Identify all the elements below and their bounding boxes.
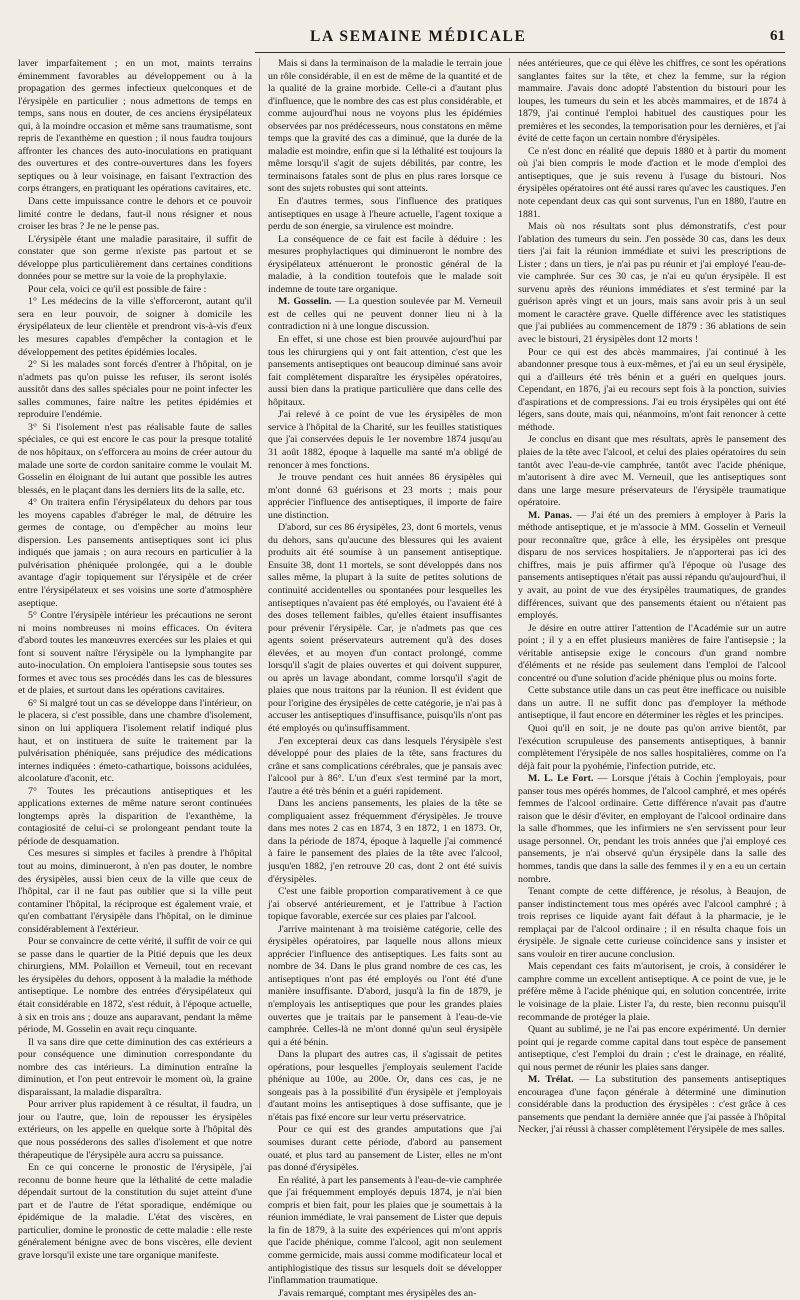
paragraph	[268, 886, 502, 924]
paragraph	[268, 409, 502, 472]
paragraph	[18, 786, 252, 849]
paragraph	[518, 886, 786, 961]
paragraph-text: 5° Contre l'érysipèle intérieur les précautions ne seront ni moins nombreuses ni moins efficaces. On évitera d'abord toutes les manœuvres exercées sur les plaies et qui font si souvent naître l'érysipèle ou la lymphangite par auto-inoculation. On emploiera l'antisepsie sous toutes ses formes et avec tous ses procédés dans les cas de blessures et de plaies, et surtout dans les opérations cavitaires.	[18, 610, 252, 697]
paragraph	[268, 58, 502, 196]
paragraph-text: Je conclus en disant que mes résultats, après le pansement des plaies de la tête avec l'alcool, et celui des plaies opératoires du sein tantôt avec l'eau-de-vie camphrée, tantôt avec l'acide phénique, m'autorisent à dire avec M. Verneuil, que les antiseptiques sont dans une large mesure préservateurs de l'érysipèle traumatique opératoire.	[518, 434, 786, 509]
paragraph-text: J'ai relevé à ce point de vue les érysipèles de mon service à l'hôpital de la Charité, sur les feuilles statistiques que j'ai conservées depuis le 1er novembre 1874 jusqu'au 31 août 1882, époque à laquelle ma santé m'a obligé de renoncer à mes fonctions.	[268, 409, 502, 471]
paragraph-text: Mais où nos résultats sont plus démonstratifs, c'est pour l'ablation des tumeurs du sein. J'en possède 30 cas, dans les deux tiers j'ai fait la réunion immédiate et suivi les prescriptions de Lister ; dans un tiers, je n'ai pas pu réunir et j'ai employé l'eau-de-vie camphrée. Sur ces 30 cas, je n'ai eu qu'un érysipèle. Il est survenu après des réunions immédiates et s'est terminé par la guérison après vingt et un jours, mais sans avoir pris à un seul moment le caractère grave. Quelle différence avec les statistiques que j'ai publiées au commencement de 1879 : 36 ablations de sein avec le bistouri, 21 érysipèles dont 12 morts !	[518, 221, 786, 346]
paragraph	[18, 284, 252, 297]
paragraph	[18, 1037, 252, 1100]
page-number: 61	[770, 28, 785, 44]
paragraph-text: — Lorsque j'étais à Cochin j'employais, pour panser tous mes opérés hommes, de l'alcool camphré, et mes opérés femmes de l'alcool ordinaire. Cette différence n'avait pas d'autre raison que le désir d'éviter, en employant de l'alcool ordinaire dans la salle d'hommes, que les infirmiers ne s'en servissent pour leur usage personnel. Or, pendant les trois années que j'ai employé ces pansements, je n'ai observé qu'un érysipèle dans la salle des hommes, tandis que dans la salle des femmes il y en a eu un certain nombre.	[518, 773, 786, 885]
paragraph-text: J'en excepterai deux cas dans lesquels l'érysipèle s'est développé pour des plaies de la tête, sans fractures du crâne et sans complications cérébrales, que je pansais avec l'alcool pur à 86°. L'un d'eux s'est terminé par la mort, l'autre a été très bénin et a guéri rapidement.	[268, 735, 502, 797]
column-divider	[509, 58, 510, 1108]
paragraph	[268, 1288, 502, 1300]
paragraph-text: Tenant compte de cette différence, je résolus, à Beaujon, de panser indistinctement tous mes opérés avec l'alcool camphré ; à trois reprises ce liquide ayant fait défaut à la pharmacie, je le remplaçai par de l'alcool ordinaire ; il en résulta chaque fois un érysipèle. Je signale cette curieuse coïncidence sans y insister et sans vouloir en tirer aucune conclusion.	[518, 886, 786, 960]
paragraph-text: Mais si dans la terminaison de la maladie le terrain joue un rôle considérable, il en est de même de la quantité et de la qualité de la graine morbide. Celle-ci a d'autant plus d'influence, que le nombre des cas est plus considérable, et comme aujourd'hui nous ne voyons plus les épidémies observées par nos prédécesseurs, nous constatons en même temps que la gravité des cas a diminué, que la durée de la maladie est moindre, enfin que si la léthalité est toujours la même lorsqu'il s'agit de sujets débilités, par contre, les terminaisons fatales sont de plus en plus rares lorsque ce sont des sujets robustes qui sont atteints.	[268, 58, 502, 195]
paragraph	[268, 1124, 502, 1174]
paragraph	[518, 961, 786, 1024]
paragraph-text: L'érysipèle étant une maladie parasitaire, il suffit de constater que son germe n'existe pas partout et se développe plus particulièrement dans certaines conditions données pour se mettre sur la voie de la prophylaxie.	[18, 233, 252, 283]
paragraph-text: Il va sans dire que cette diminution des cas extérieurs a pour conséquence une diminution correspondante du nombre des cas intérieurs. La diminution entraîne la diminution, et l'on peut entrevoir le moment où, la graine disparaissant, la maladie disparaîtra.	[18, 1036, 252, 1098]
paragraph	[18, 610, 252, 698]
paragraph	[518, 221, 786, 346]
paragraph-text: Ces mesures si simples et faciles à prendre à l'hôpital tout au moins, diminueront, à n'en pas douter, le nombre des érysipèles, aussi bien ceux de la ville que ceux de l'hôpital, car il ne faut pas oublier que si la ville peut contaminer l'hôpital, la réciproque est également vraie, et qu'en combattant l'érysipèle dans l'hôpital, on le diminue considérablement à l'extérieur.	[18, 848, 252, 935]
paragraph-text: En effet, si une chose est bien prouvée aujourd'hui par tous les chirurgiens qui y ont fait attention, c'est que les pansements antiseptiques ont beaucoup diminué sans avoir fait complètement disparaître les érysipèles opératoires, aussi bien dans la pratique particulière que dans celle des hôpitaux.	[268, 334, 502, 408]
paragraph-text: La conséquence de ce fait est facile à déduire : les mesures prophylactiques qui diminueront le nombre des érysipélateux atténueront le pronostic général de la maladie, à la condition toutefois que le malade soit indemne de toute tare organique.	[268, 233, 502, 295]
text-column-1	[18, 58, 252, 1261]
speaker-name: M. Gosselin.	[278, 296, 332, 308]
paragraph-text: Mais cependant ces faits m'autorisent, je crois, à considérer le camphre comme un excellent antiseptique. A ce point de vue, je le préfère même à l'acide phénique qui, en solution concentrée, irrite le voisinage de la plaie. Lister l'a, du reste, bien reconnu puisqu'il recommande de protéger la plaie.	[518, 961, 786, 1023]
paragraph-text: Quoi qu'il en soit, je ne doute pas qu'on arrive bientôt, par l'exécution scrupuleuse des pansements antiseptiques, à bannir complètement l'érysipèle de nos salles hospitalières, comme on l'a déjà fait pour la pyohémie, l'infection putride, etc.	[518, 722, 786, 772]
paragraph	[18, 58, 252, 196]
paragraph-text: — J'ai été un des premiers à employer à Paris la méthode antiseptique, et je m'associe à MM. Gosselin et Verneuil pour reconnaître que, grâce à elle, les érysipèles ont presque disparu de nos services hospitaliers. Je n'apporterai pas ici des chiffres, mais je puis affirmer qu'à l'époque où l'usage des pansements antiseptiques n'était pas aussi répandu qu'aujourd'hui, il y avait, au point de vue des érysipèles traumatiques, de grandes différences, suivant que des pansements étaient ou n'étaient pas employés.	[518, 509, 787, 622]
paragraph	[268, 736, 502, 799]
paragraph	[518, 146, 786, 221]
paragraph	[18, 234, 252, 284]
column-divider	[259, 58, 260, 1108]
paragraph	[518, 623, 786, 686]
text-column-2	[268, 58, 502, 1299]
paragraph-text: nées antérieures, que ce qui élève les chiffres, ce sont les opérations sanglantes faites sur la tête, et chez la femme, sur la région mammaire. J'avais donc adopté l'abstention du bistouri pour les loupes, les tumeurs du sein et les abcès mammaires, et de 1874 à 1879, j'ai continué l'emploi habituel des caustiques pour les premières et les secondes, la temporisation pour les dernières, et j'ai évité de cette façon un certain nombre d'érysipèles.	[518, 58, 786, 145]
paragraph-text: 7° Toutes les précautions antiseptiques et les applications externes de même nature seront continuées longtemps après la disparition de l'exanthème, la contagiosité de celui-ci se prolongeant pendant toute la période de desquamation.	[18, 785, 252, 847]
paragraph	[518, 1024, 786, 1074]
paragraph-text: J'arrive maintenant à ma troisième catégorie, celle des érysipèles opératoires, par laquelle nous allons mieux apprécier l'influence des antiseptiques. Les faits sont au nombre de 34. Dans le plus grand nombre de ces cas, les antiseptiques n'ont pas été employés ou l'ont été d'une manière insuffisante. D'abord, jusqu'à la fin de 1879, je n'employais les antiseptiques que pour les grandes plaies ouvertes que je traitais par le pansement à l'eau-de-vie camphrée. Celles-là ne m'ont donné qu'un seul érysipèle qui a été bénin.	[268, 923, 502, 1048]
paragraph	[18, 296, 252, 359]
paragraph-text: Je désire en outre attirer l'attention de l'Académie sur un autre point ; il y a en effet plusieurs manières de faire l'antisepsie ; la véritable antisepsie exige le concours d'un grand nombre d'éléments et ne réside pas seulement dans l'emploi de l'alcool concentré ou d'une solution d'acide phénique plus ou moins forte.	[518, 622, 786, 684]
paragraph	[518, 1074, 786, 1137]
paragraph	[268, 472, 502, 522]
paragraph-text: Dans la plupart des autres cas, il s'agissait de petites opérations, pour lesquelles j'employais seulement l'acide phénique au 100e, au 200e. Or, dans ces cas, je ne songeais pas à la possibilité d'un érysipèle et j'employais d'autant moins les antiseptiques à dose suffisante, que je n'étais pas fixé encore sur leur vertu préservatrice.	[268, 1049, 502, 1123]
paragraph-text: Quant au sublimé, je ne l'ai pas encore expérimenté. Un dernier point qui je regarde comme capital dans tout espèce de pansement antiseptique, c'est l'emploi du drain ; c'est le drainage, en réalité, qui nous permet de réunir les plaies sans danger.	[518, 1024, 786, 1073]
paragraph	[518, 347, 786, 435]
paragraph	[18, 422, 252, 497]
paragraph	[268, 234, 502, 297]
paragraph	[268, 924, 502, 1049]
paragraph	[18, 196, 252, 234]
paragraph	[518, 510, 786, 623]
paragraph	[18, 698, 252, 786]
paragraph-text: Pour se convaincre de cette vérité, il suffit de voir ce qui se passe dans le quartier de la Pitié depuis que les deux chirurgiens, MM. Polaillon et Verneuil, tout en recevant les érysipèles du dehors, opposent à la maladie la méthode antiseptique. Le nombre des entrées d'érysipélateux qui était considérable en 1872, s'est réduit, à l'époque actuelle, à six en trois ans ; douze ans auparavant, pendant la même période, M. Gosselin en avait reçu cinquante.	[18, 936, 252, 1036]
paragraph	[268, 1175, 502, 1288]
paragraph-text: laver imparfaitement ; en un mot, maints terrains éminemment favorables au développement ou à la propagation des germes infectieux quelconques et de l'érysipèle en particulier ; nous admettons de temps en temps, sans nous en douter, de ces anciens érysipélateux qui, à la moindre occasion et même sans traumatisme, sont repris de l'exanthème en question ; il nous faudra toujours affronter les chances des auto-inoculations en pratiquant des ouvertures et des contre-ouvertures dans les foyers septiques ou à leur voisinage, en faisant l'extraction des corps étrangers, en pratiquant les opérations cavitaires, etc.	[18, 58, 252, 195]
paragraph-text: En réalité, à part les pansements à l'eau-de-vie camphrée que j'ai fréquemment employés depuis 1874, je n'ai bien compris et bien fait, pour les plaies que je soumettais à la réunion immédiate, le vrai pansement de Lister que depuis la fin de 1879, à la suite des expériences qui m'ont appris que l'acide phénique, comme l'alcool, agit non seulement comme germicide, mais aussi comme modificateur local et antiphlogistique des tissus sur lesquels doit se développer l'inflammation traumatique.	[268, 1174, 502, 1287]
paragraph-text: 4° On traitera enfin l'érysipélateux du dehors par tous les moyens capables d'abréger le mal, de détruire les germes de contage, ou d'empêcher au moins leur dispersion. Les pansements antiseptiques sont ici plus indiqués que jamais ; on aura recours en particulier à la pulvérisation phéniquée prolongée, qui a le double avantage d'agir topiquement sur l'érysipèle et de créer entre l'érysipélateux et ses voisins une sorte d'atmosphère aseptique.	[18, 497, 252, 609]
paragraph-text: Pour ce qui est des abcès mammaires, j'ai continué à les abandonner presque tous à eux-mêmes, et j'ai eu un seul érysipèle, qui a d'ailleurs été très bénin et a guéri en quelques jours. Cependant, en 1876, j'ai eu recours sept fois à la ponction, suivies d'aspirations et de compressions. J'ai eu trois érysipèles qui ont été légers, sans doute, mais qui, néanmoins, m'ont fait renoncer à cette méthode.	[518, 346, 786, 433]
paragraph	[518, 434, 786, 509]
paragraph-text: Je trouve pendant ces huit années 86 érysipèles qui m'ont donné 63 guérisons et 23 morts ; mais pour apprécier l'influence des antiseptiques, il importe de faire une distinction.	[268, 472, 502, 521]
paragraph-text: — La substitution des pansements antiseptiques encouragea d'une façon générale à déterminé une diminution considérable dans la production des érysipèles : c'est grâce à ces pansements que pendant la dernière année que j'ai passée à l'hôpital Necker, j'ai réussi à chasser complètement l'érysipèle de mes salles.	[518, 1074, 786, 1136]
paragraph	[268, 522, 502, 735]
paragraph-text: En ce qui concerne le pronostic de l'érysipèle, j'ai reconnu de bonne heure que la léthalité de cette maladie dépendait surtout de la constitution du sujet atteint d'une part et de l'autre de l'état sporadique, endémique ou épidémique de la maladie. L'état des viscères, en particulier, domine le pronostic de cette maladie : elle reste généralement bénigne avec de bons viscères, elle devient grave lorsqu'il existe une tare organique manifeste.	[18, 1162, 252, 1261]
paragraph	[518, 685, 786, 723]
paragraph-text: En d'autres termes, sous l'influence des pratiques antiseptiques en usage à l'heure actuelle, l'agent toxique a perdu de son énergie, sa virulence est moindre.	[268, 196, 502, 233]
paragraph-text: — La question soulevée par M. Verneuil est de celles qui ne peuvent donner lieu ni à la contradiction ni à une longue discussion.	[268, 296, 502, 333]
header-rule	[255, 52, 785, 53]
paragraph-text: Pour arriver plus rapidement à ce résultat, il faudra, un jour ou l'autre, que, loin de repousser les érysipèles extérieurs, on les appelle en quelque sorte à l'hôpital dès que nous posséderons des salles d'isolement et que notre thérapeutique de l'érysipèle aura accru sa puissance.	[18, 1099, 252, 1161]
paragraph	[518, 723, 786, 773]
paragraph-text: 2° Si les malades sont forcés d'entrer à l'hôpital, on je n'admets pas qu'on puisse les refuser, ils seront isolés aussitôt dans des salles spéciales pour ne point infecter les salles communes, faire naître les petites épidémies et reproduire l'endémie.	[18, 359, 252, 421]
paragraph-text: Cette substance utile dans un cas peut être inefficace ou nuisible dans un autre. Il ne suffit donc pas d'employer la méthode antiseptique, il faut encore en déterminer les règles et les principes.	[518, 685, 786, 722]
paragraph-text: 1° Les médecins de la ville s'efforceront, autant qu'il sera en leur pouvoir, de soigner à domicile les érysipélateux de leur clientèle et prendront vis-à-vis d'eux les mesures capables d'empêcher la contagion et le développement des petites épidémies locales.	[18, 296, 252, 358]
paragraph	[18, 359, 252, 422]
paragraph	[18, 497, 252, 610]
paragraph-text: J'avais remarqué, comptant mes érysipèles des an-	[278, 1287, 477, 1299]
paragraph	[268, 1049, 502, 1124]
paragraph	[18, 936, 252, 1036]
paragraph	[18, 848, 252, 936]
text-column-3	[518, 58, 787, 1136]
paragraph	[518, 773, 786, 886]
paragraph-text: C'est une faible proportion comparativement à ce que j'ai observé antérieurement, et je l'attribue à l'action topique favorable, exercée sur ces plaies par l'alcool.	[268, 886, 502, 923]
paragraph	[268, 798, 502, 886]
paragraph	[18, 1162, 252, 1262]
paragraph-text: Pour cela, voici ce qu'il est possible de faire :	[28, 283, 207, 295]
running-header	[255, 28, 785, 52]
paragraph	[268, 334, 502, 409]
speaker-name: M. L. Le Fort.	[528, 773, 594, 785]
paragraph-text: D'abord, sur ces 86 érysipèles, 23, dont 6 mortels, venus du dehors, sans qu'aucune des blessures qui les avaient produits ait été soumise à un pansement antiseptique. Ensuite 38, dont 11 mortels, se sont développés dans nos salles même, la plupart à la suite de petites solutions de continuité accidentelles ou spontanées pour lesquelles les antiseptiques n'avaient pas été employés, ou l'avaient été à des doses tellement faibles, qu'elles étaient insuffisantes pour prévenir l'érysipèle. Car, je n'admets pas que ces agents soient préservateurs autrement qu'à des doses élevées, et au moyen d'un contact prolongé, comme lorsqu'il s'agit de plaies ouvertes et qui doivent suppurer, ou après un lavage abondant, comme lorsqu'il s'agit de plaies que nous traitons par la réunion. Il est évident que pour l'origine des érysipèles de cette catégorie, je n'ai pas à accuser les antiseptiques d'insuffisance, puisqu'ils n'ont pas été employés ou qu'insuffisamment.	[268, 522, 502, 734]
paragraph-text: Ce n'est donc en réalité que depuis 1880 et à partir du moment où j'ai bien compris le mode d'action et le mode d'emploi des antiseptiques, que je suis revenu à l'usage du bistouri. Nos érysipèles opératoires ont été aussi rares qu'avec les caustiques. J'en note cependant deux cas qui sont survenus, l'un en 1880, l'autre en 1881.	[518, 145, 786, 220]
journal-title: LA SEMAINE MÉDICALE	[310, 28, 527, 45]
paragraph	[18, 1099, 252, 1162]
paragraph-text: 6° Si malgré tout un cas se développe dans l'intérieur, on le placera, si c'est possible, dans une chambre d'isolement, sinon on lui appliquera l'isolement relatif indiqué plus haut, et on instituera de suite le traitement par la pulvérisation phéniquée, sans préjudice des médications internes indiquées : émeto-cathartique, boissons acidulées, alcoolature d'aconit, etc.	[18, 697, 252, 785]
speaker-name: M. Trélat.	[528, 1074, 574, 1086]
speaker-name: M. Panas.	[528, 509, 572, 521]
paragraph	[518, 58, 786, 146]
paragraph-text: Dans les anciens pansements, les plaies de la tête se compliquaient assez fréquemment d'érysipèles. Je trouve dans mes notes 2 cas en 1874, 3 en 1872, 1 en 1873. Or, dans la période de 1874, époque à laquelle j'ai commencé à faire le pansement des plaies de la tête avec l'alcool, jusqu'en 1882, j'en retrouve 20 cas, dont 2 ont été suivis d'érysipèles.	[268, 798, 502, 885]
paragraph-text: Pour ce qui est des grandes amputations que j'ai soumises durant cette période, d'abord au pansement ouaté, et plus tard au pansement de Lister, elles ne m'ont pas donné d'érysipèles.	[268, 1124, 502, 1174]
paragraph-text: 3° Si l'isolement n'est pas réalisable faute de salles spéciales, ce qui est encore le cas pour la presque totalité de nos hôpitaux, on s'efforcera au moins de créer autour du malade une sorte de cordon sanitaire comme le voulait M. Gosselin en éloignant de lui autant que possible les autres blessés, en le plaçant dans les derniers lits de la salle, etc.	[18, 421, 252, 496]
paragraph	[268, 296, 502, 334]
paragraph-text: Dans cette impuissance contre le dehors et ce pouvoir limité contre le dedans, faut-il nous résigner et nous croiser les bras ? Je ne le pense pas.	[18, 196, 252, 233]
paragraph	[268, 196, 502, 234]
